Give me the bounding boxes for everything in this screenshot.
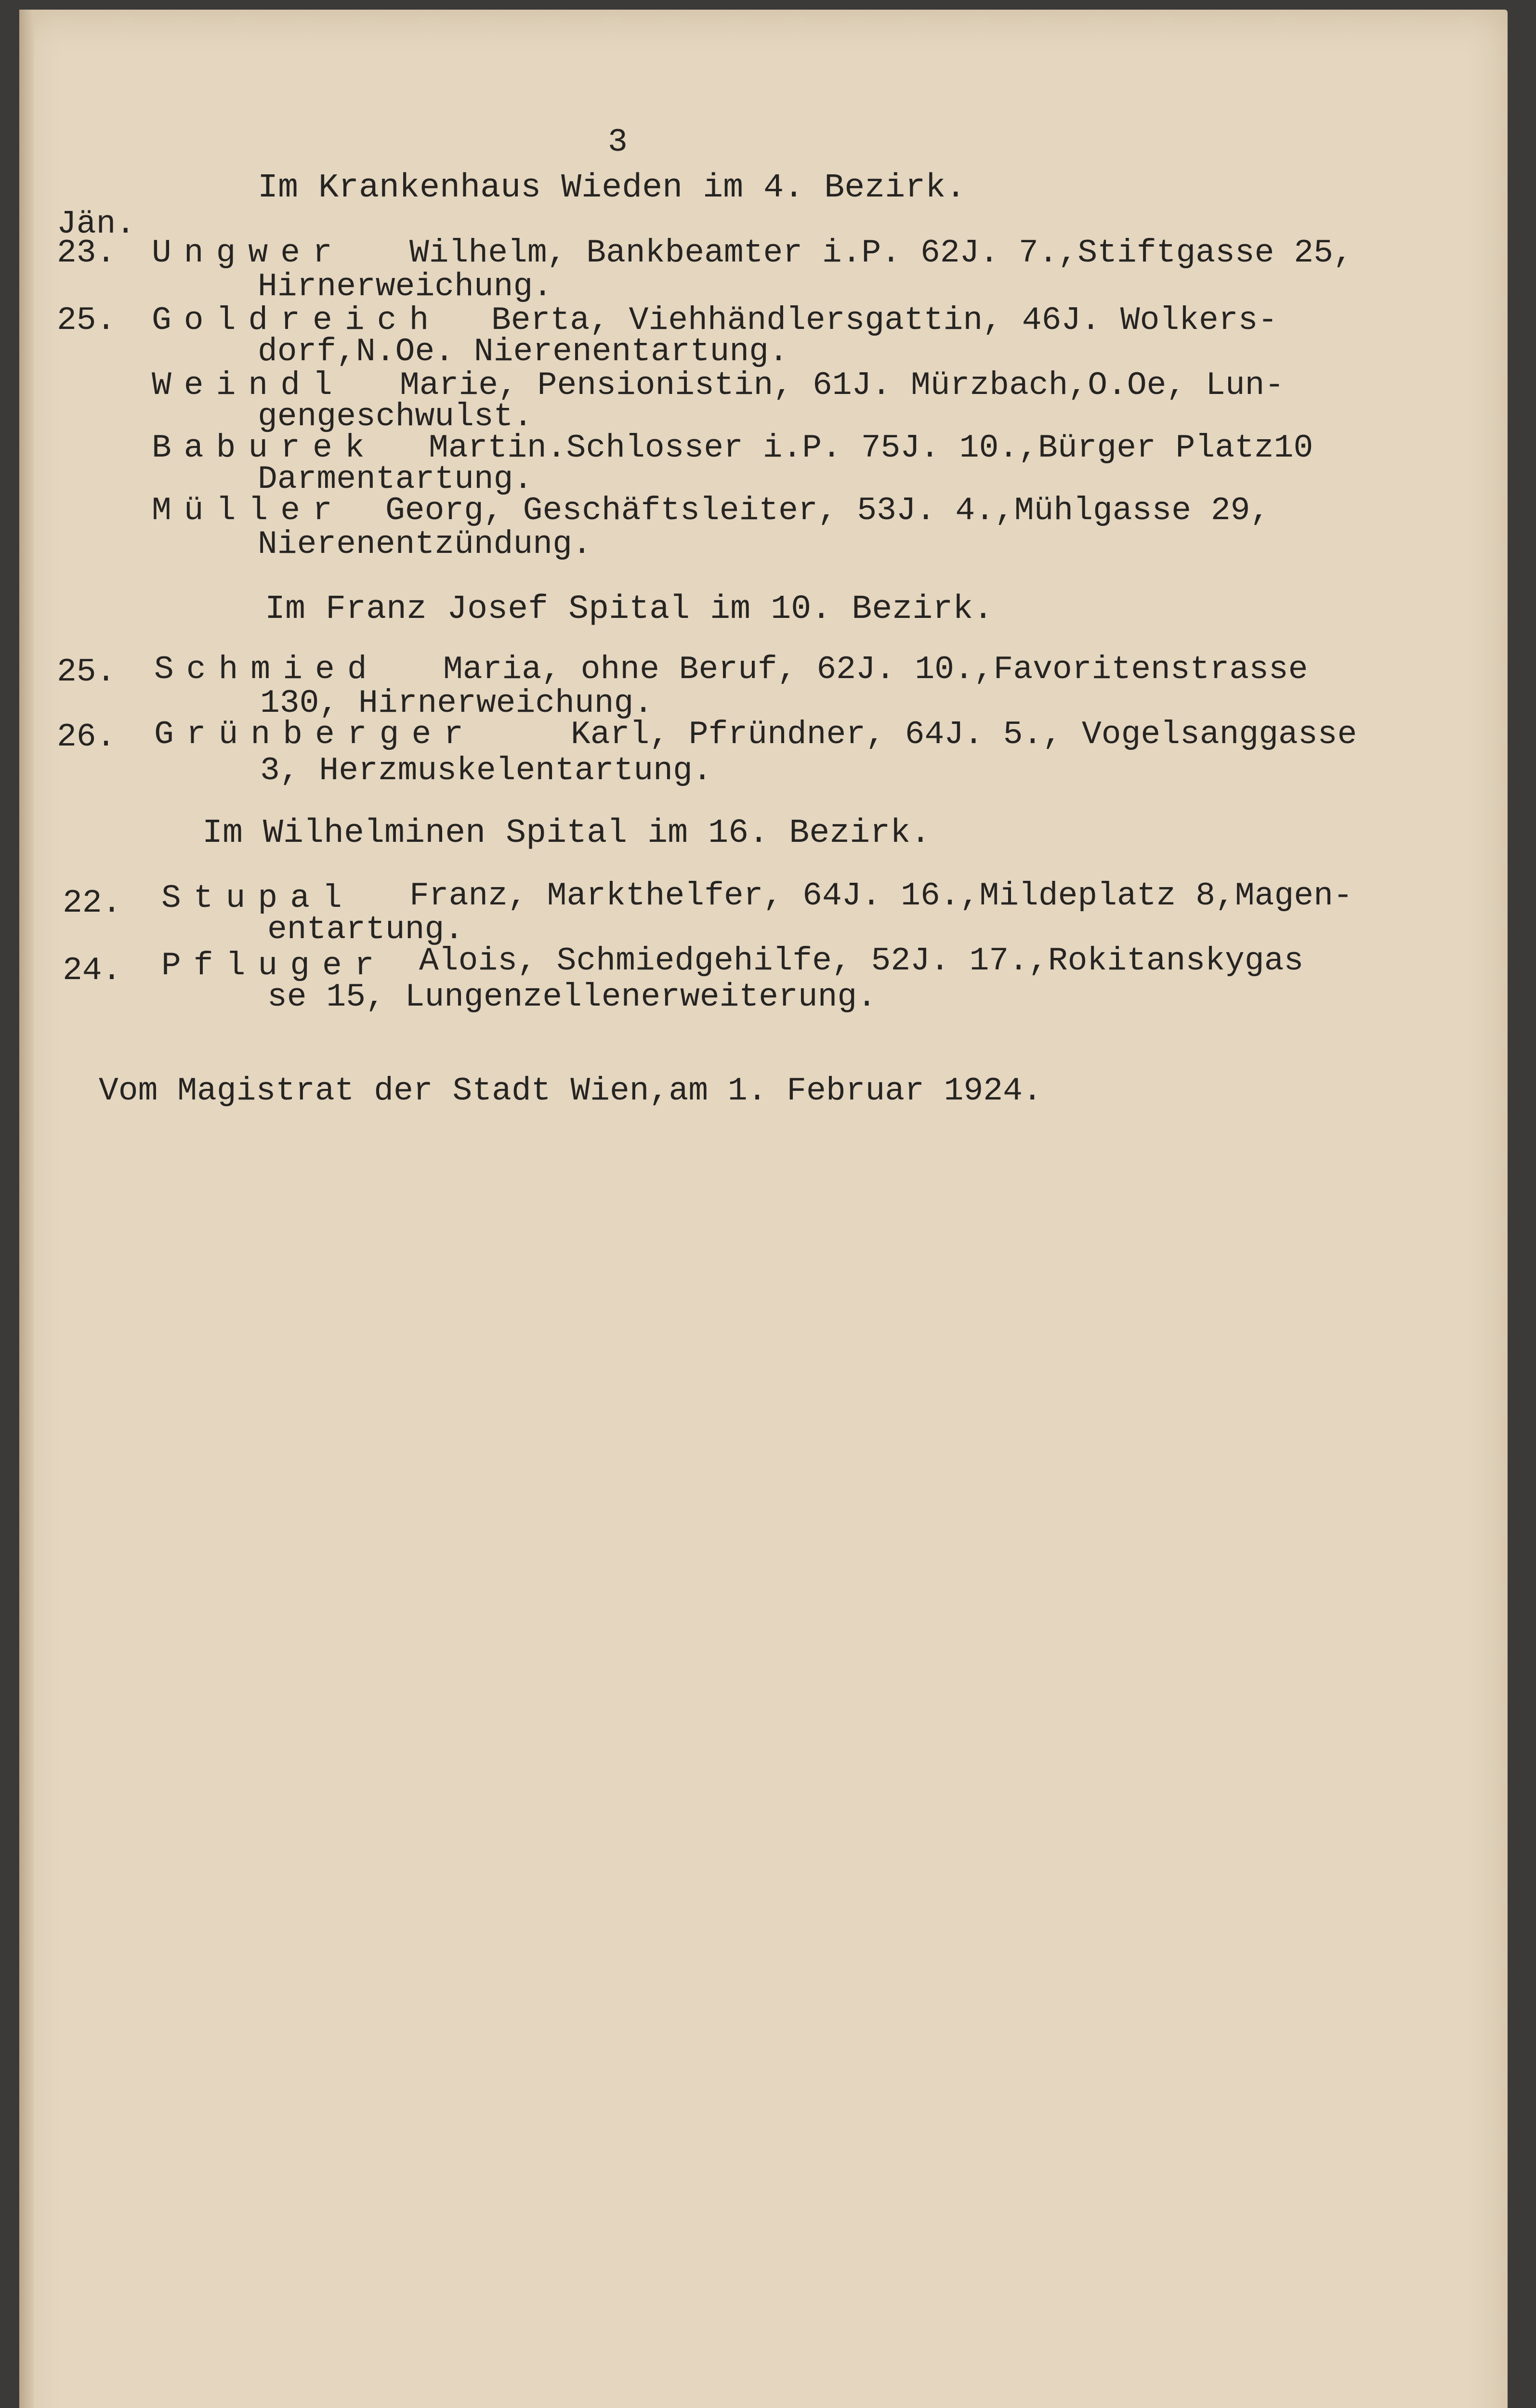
entry-surname: Stupal <box>161 880 354 917</box>
section-heading-wilhelminen: Im Wilhelminen Spital im 16. Bezirk. <box>202 814 931 852</box>
entry-day: 25. <box>57 302 116 339</box>
page-binding-edge <box>19 10 34 2408</box>
section-heading-wieden: Im Krankenhaus Wieden im 4. Bezirk. <box>258 169 966 207</box>
entry-surname: Müller <box>152 492 345 529</box>
entry-line1: Franz, Markthelfer, 64J. 16.,Mildeplatz 8,Magen- <box>409 877 1353 915</box>
entry-day: 22. <box>63 885 122 922</box>
entry-surname: Goldreich <box>152 302 442 339</box>
entry-line1: Marie, Pensionistin, 61J. Mürzbach,O.Oe, Lun- <box>400 367 1285 404</box>
entry-line2: 130, Hirnerweichung. <box>260 685 654 722</box>
entry-line2: dorf,N.Oe. Nierenentartung. <box>258 333 788 370</box>
entry-surname: Schmied <box>154 651 380 688</box>
entry-surname: Grünberger <box>154 716 476 753</box>
entry-line1: Maria, ohne Beruf, 62J. 10.,Favoritenstrasse <box>443 651 1308 688</box>
entry-line2: entartung. <box>267 911 464 948</box>
month-label: Jän. <box>57 206 136 243</box>
entry-line2: se 15, Lungenzellenerweiterung. <box>267 979 877 1016</box>
entry-line2: Nierenentzündung. <box>258 526 592 563</box>
entry-surname: Pfluger <box>161 947 387 984</box>
entry-line1: Alois, Schmiedgehilfe, 52J. 17.,Rokitanskygas <box>419 942 1304 980</box>
entry-line2: Darmentartung. <box>258 461 533 498</box>
entry-line1: Karl, Pfründner, 64J. 5., Vogelsanggasse <box>571 716 1357 753</box>
entry-surname: Ungwer <box>152 235 345 272</box>
entry-day: 26. <box>57 719 116 756</box>
entry-line1: Martin.Schlosser i.P. 75J. 10.,Bürger Platz10 <box>429 430 1313 467</box>
footer-signature-line: Vom Magistrat der Stadt Wien,am 1. Februar 1924. <box>99 1073 1042 1110</box>
entry-day: 25. <box>57 654 116 691</box>
entry-day: 23. <box>57 235 116 272</box>
entry-line2: 3, Herzmuskelentartung. <box>260 752 712 789</box>
entry-line2: Hirnerweichung. <box>258 268 553 305</box>
entry-surname: Baburek <box>152 430 377 467</box>
entry-line1: Wilhelm, Bankbeamter i.P. 62J. 7.,Stiftgasse 25, <box>409 235 1353 272</box>
entry-line2: gengeschwulst. <box>258 398 533 435</box>
entry-line1: Georg, Geschäftsleiter, 53J. 4.,Mühlgasse 29, <box>385 492 1270 529</box>
section-heading-franz-josef: Im Franz Josef Spital im 10. Bezirk. <box>265 590 994 628</box>
page-number: 3 <box>608 124 628 161</box>
entry-day: 24. <box>63 952 122 989</box>
entry-line1: Berta, Viehhändlersgattin, 46J. Wolkers- <box>491 302 1278 339</box>
entry-surname: Weindl <box>152 367 345 404</box>
